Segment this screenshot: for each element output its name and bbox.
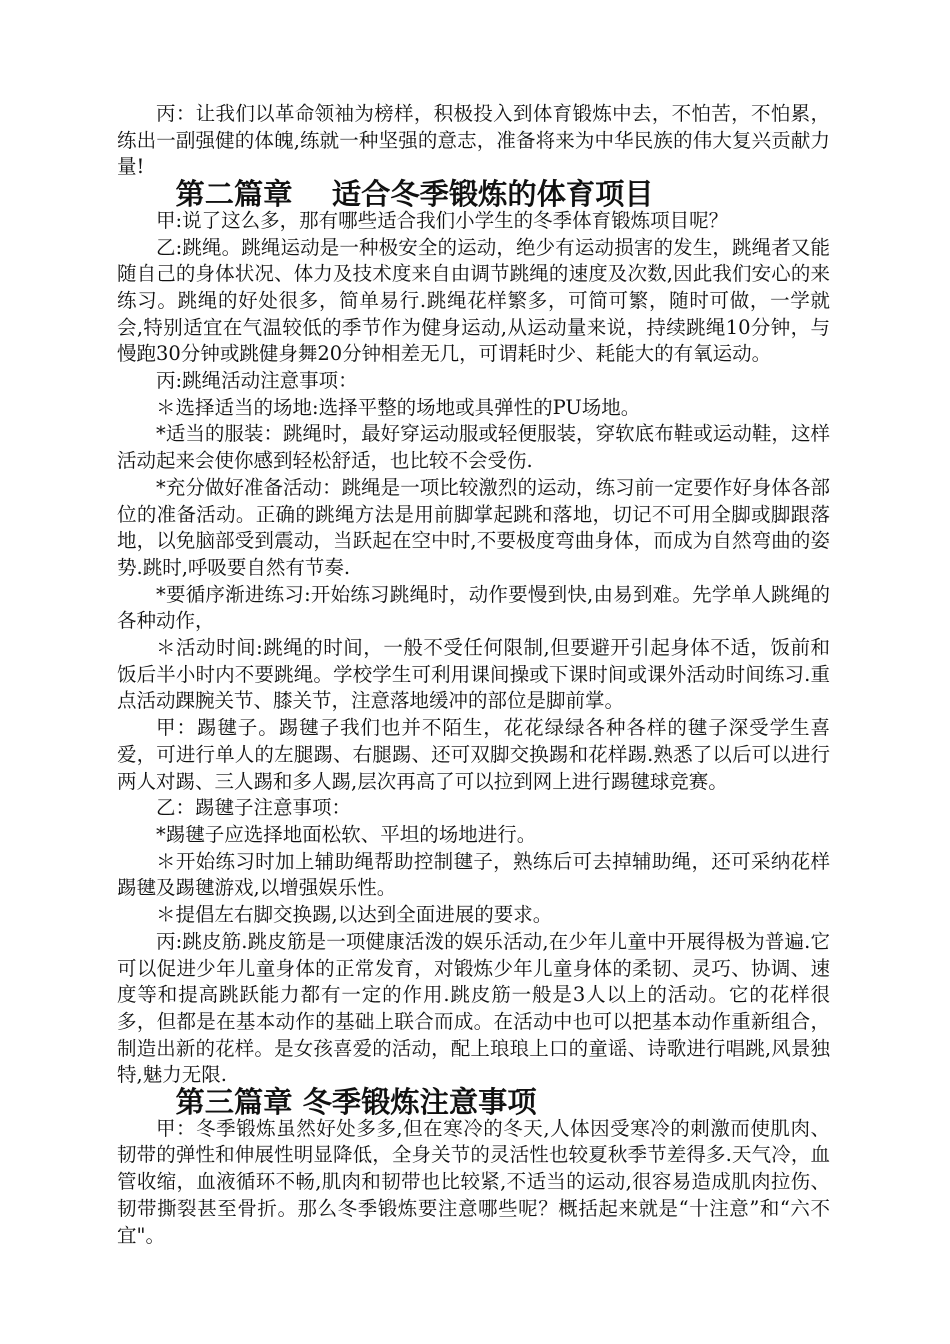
paragraph-jia-shuttlecock: 甲：踢毽子。踢毽子我们也并不陌生，花花绿绿各种各样的毽子深受学生喜爱，可进行单人的左腿踢、右腿踢、还可双脚交换踢和花样踢.熟悉了以后可以进行两人对踢、三人踢和多人踢,层次再高了可以拉到网上进行踢毽球竞赛。 bbox=[117, 716, 830, 793]
paragraph-rope-progression: *要循序渐进练习:开始练习跳绳时，动作要慢到快,由易到难。先学单人跳绳的各种动作， bbox=[117, 582, 830, 633]
paragraph-bing-elastic-jump: 丙:跳皮筋.跳皮筋是一项健康活泼的娱乐活动,在少年儿童中开展得极为普遍.它可以促进少年儿童身体的正常发育，对锻炼少年儿童身体的柔韧、灵巧、协调、速度等和提高跳跃能力都有一定的作用.跳皮筋一般是3人以上的活动。它的花样很多，但都是在基本动作的基础上联合而成。在活动中也可以把基本动作重新组合，制造出新的花样。是女孩喜爱的活动，配上琅琅上口的童谣、诗歌进行唱跳,风景独特,魅力无限. bbox=[117, 929, 830, 1087]
paragraph-rope-timing: ＊活动时间:跳绳的时间，一般不受任何限制,但要避开引起身体不适，饭前和饭后半小时内不要跳绳。学校学生可利用课间操或下课时间或课外活动时间练习.重点活动踝腕关节、膝关节，注意落地缓冲的部位是脚前掌。 bbox=[117, 636, 830, 713]
paragraph-shuttlecock-alternate-feet: ＊提倡左右脚交换踢,以达到全面进展的要求。 bbox=[156, 903, 553, 927]
paragraph-jia-question: 甲:说了这么多，那有哪些适合我们小学生的冬季体育锻炼项目呢？ bbox=[156, 208, 729, 232]
paragraph-yi-rope-skipping: 乙:跳绳。跳绳运动是一种极安全的运动，绝少有运动损害的发生，跳绳者又能随自己的身体状况、体力及技术度来自由调节跳绳的速度及次数,因此我们安心的来练习。跳绳的好处很多，简单易行.跳绳花样繁多，可简可繁，随时可做，一学就会,特别适宜在气温较低的季节作为健身运动,从运动量来说，持续跳绳10分钟，与慢跑30分钟或跳健身舞20分钟相差无几，可谓耗时少、耗能大的有氧运动。 bbox=[117, 235, 830, 366]
chapter-three-heading: 第三篇章 冬季锻炼注意事项 bbox=[175, 1085, 537, 1120]
paragraph-shuttlecock-assist-rope: ＊开始练习时加上辅助绳帮助控制毽子，熟练后可去掉辅助绳，还可采纳花样踢毽及踢毽游戏,以增强娱乐性。 bbox=[117, 849, 830, 900]
paragraph-rope-warmup: *充分做好准备活动：跳绳是一项比较激烈的运动，练习前一定要作好身体各部位的准备活动。正确的跳绳方法是用前脚掌起跳和落地，切记不可用全脚或脚跟落地，以免脑部受到震动，当跃起在空中时,不要极度弯曲身体，而成为自然弯曲的姿势.跳时,呼吸要自然有节奏. bbox=[117, 475, 830, 579]
paragraph-rope-venue: ＊选择适当的场地:选择平整的场地或具弹性的PU场地。 bbox=[156, 395, 641, 419]
chapter-two-heading: 第二篇章 适合冬季锻炼的体育项目 bbox=[175, 177, 654, 212]
paragraph-shuttlecock-venue: *踢毽子应选择地面松软、平坦的场地进行。 bbox=[156, 822, 537, 846]
document-page bbox=[117, 101, 830, 1249]
paragraph-bing-role-models: 丙：让我们以革命领袖为榜样，积极投入到体育锻炼中去，不怕苦，不怕累，练出一副强健的体魄,练就一种坚强的意志，准备将来为中华民族的伟大复兴贡献力量! bbox=[117, 102, 830, 179]
paragraph-shuttlecock-notes-title: 乙：踢毽子注意事项： bbox=[156, 796, 352, 820]
paragraph-jia-winter-precautions: 甲：冬季锻炼虽然好处多多,但在寒冷的冬天,人体因受寒冷的刺激而使肌肉、韧带的弹性和伸展性明显降低，全身关节的灵活性也较夏秋季节差得多.天气冷，血管收缩，血液循环不畅,肌肉和韧带也比较紧,不适当的运动,很容易造成肌肉拉伤、韧带撕裂甚至骨折。那么冬季锻炼要注意哪些呢？概括起来就是“十注意”和“六不宜"。 bbox=[117, 1116, 830, 1247]
paragraph-rope-notes-title: 丙:跳绳活动注意事项： bbox=[156, 369, 358, 393]
paragraph-rope-clothing: *适当的服装：跳绳时，最好穿运动服或轻便服装，穿软底布鞋或运动鞋，这样活动起来会使你感到轻松舒适，也比较不会受伤. bbox=[117, 422, 830, 473]
